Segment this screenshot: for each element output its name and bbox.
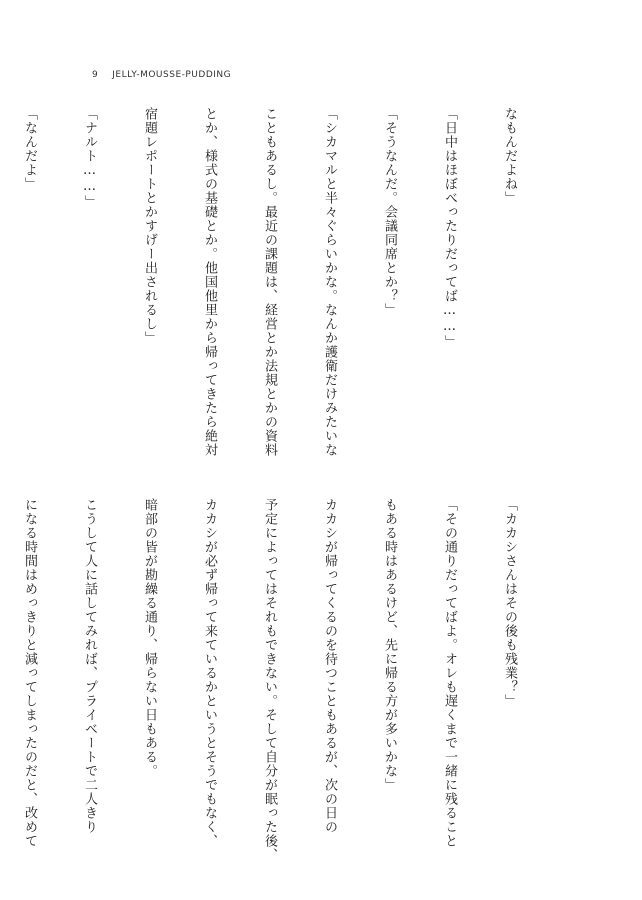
running-title: JELLY-MOUSSE-PUDDING [112, 70, 232, 80]
page-header [92, 70, 231, 80]
text-line: カカシが帰ってくるのを待つこともあるが、次の日の [322, 498, 337, 834]
text-line: 予定によってはそれもできない。そして自分が眠った後、 [262, 498, 277, 862]
text-line: になる時間はめっきりと減ってしまったのだと、改めて [22, 498, 37, 848]
text-line: 暗部の皆が勘繰る通り、帰らない日もある。 [142, 498, 157, 778]
text-line: なもんだよね」 [502, 107, 517, 205]
text-line: 「その通りだってばよ。オレも遅くまで一緒に残ること [442, 498, 457, 848]
text-line: 「なんだよ」 [22, 107, 37, 191]
text-line: 「ナルト……」 [82, 107, 97, 209]
text-line: こともあるし。最近の課題は、経営とか法規とかの資料 [262, 107, 277, 457]
text-line: 宿題レポートとかすげー出されるし」 [142, 107, 157, 345]
text-line: 「シカマルと半々ぐらいかな。なんか護衛だけみたいな [322, 107, 337, 457]
text-block-top [22, 107, 559, 457]
text-line: 「カカシさんはその後も残業？」 [502, 498, 517, 708]
text-line: カカシが必ず帰って来ているかというとそうでもなく、 [202, 498, 217, 848]
text-line: こうして人に話してみれば、プライベートで二人きり [82, 498, 97, 834]
text-block-bottom [22, 498, 559, 862]
text-line: とか、様式の基礎とか。他国他里から帰ってきたら絶対 [202, 107, 217, 457]
page-number: 9 [92, 70, 99, 80]
text-line: 「そうなんだ。会議同席とか？」 [382, 107, 397, 317]
text-line: もある時はあるけど、先に帰る方が多いかな」 [382, 498, 397, 792]
text-line: 「日中はほぼべったりだってば……」 [442, 107, 457, 349]
